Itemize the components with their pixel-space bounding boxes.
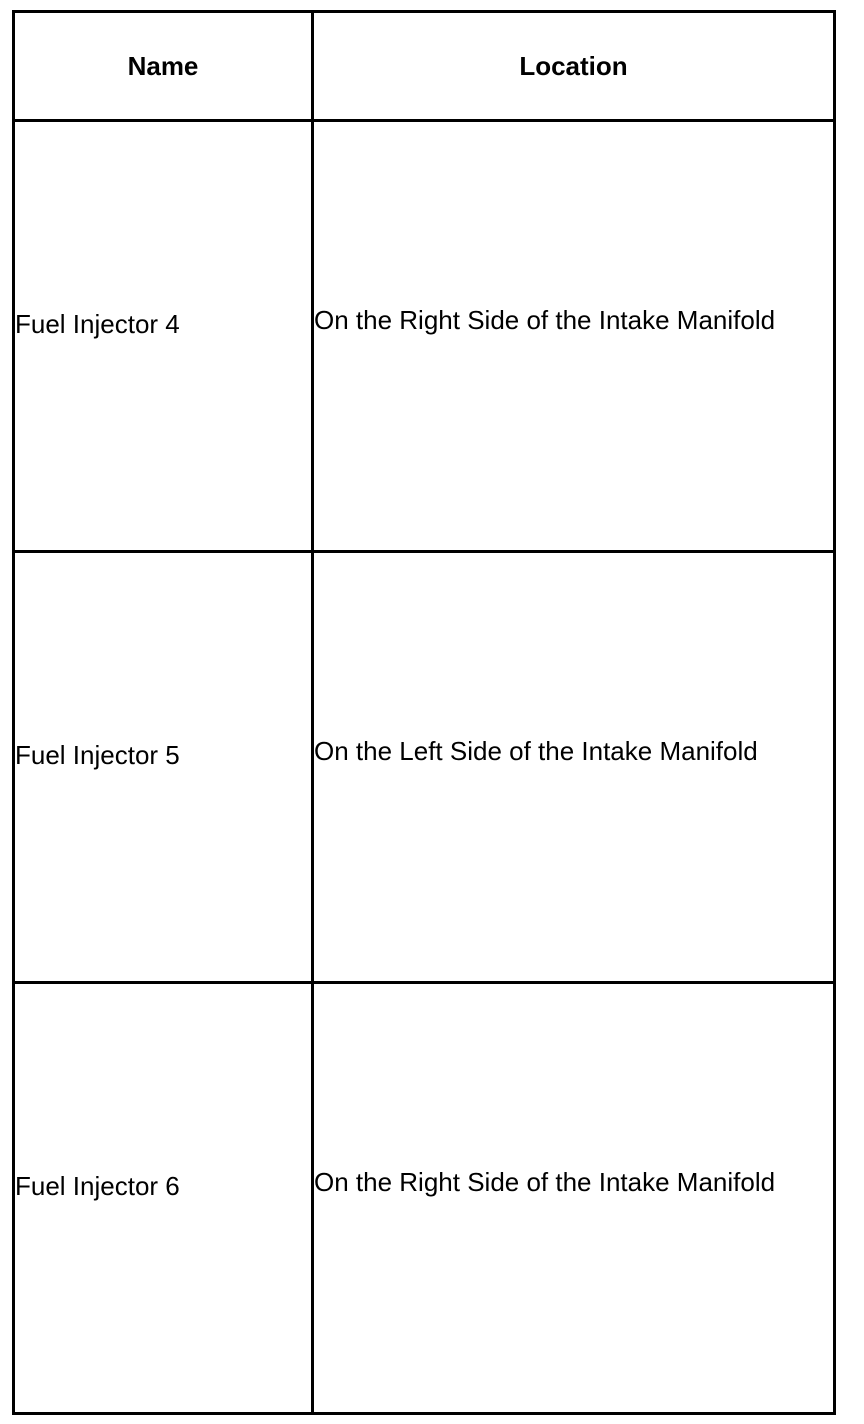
table-row xyxy=(14,983,835,1414)
name-cell xyxy=(14,983,313,1414)
name-text: Fuel Injector 6 xyxy=(15,1170,180,1201)
table-row xyxy=(14,552,835,983)
location-text: On the Right Side of the Intake Manifold xyxy=(314,1166,776,1197)
location-cell xyxy=(313,121,835,552)
column-header-name: Name xyxy=(14,12,313,121)
column-header-location: Location xyxy=(313,12,835,121)
name-text: Fuel Injector 5 xyxy=(15,739,180,770)
location-text: On the Right Side of the Intake Manifold xyxy=(314,304,776,335)
parts-location-table xyxy=(12,10,836,1415)
table-row xyxy=(14,121,835,552)
name-cell xyxy=(14,552,313,983)
location-cell xyxy=(313,983,835,1414)
location-text: On the Left Side of the Intake Manifold xyxy=(314,735,758,766)
name-text: Fuel Injector 4 xyxy=(15,308,180,339)
table-header-row xyxy=(14,12,835,121)
location-cell xyxy=(313,552,835,983)
name-cell xyxy=(14,121,313,552)
